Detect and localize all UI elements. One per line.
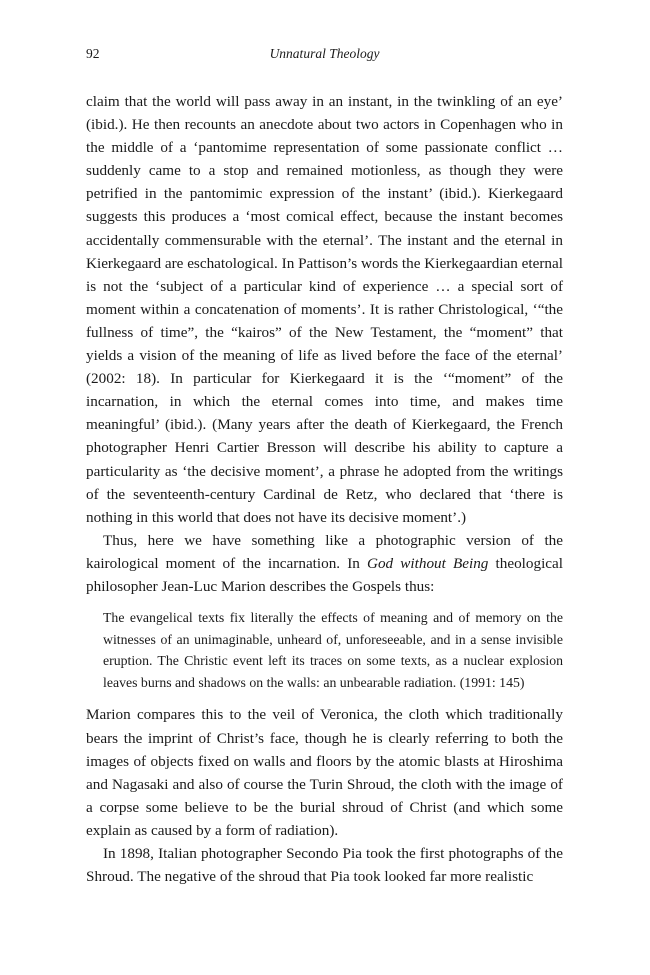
running-head <box>86 44 563 64</box>
block-quote-text: The evangelical texts fix literally the effects of meaning and of memory on the witnesses of an unimaginable, unheard of, unforeseeable, and in a sense invisible eruption. The Christic event left its traces on some texts, as a nuclear explosion leaves burns and shadows on the walls: an unbearable radiation. (1991: 145) <box>103 610 563 690</box>
body-text <box>86 90 563 888</box>
paragraph-2 <box>86 529 563 598</box>
page-number: 92 <box>86 46 100 61</box>
block-quote <box>103 607 563 693</box>
paragraph-1: claim that the world will pass away in an instant, in the twinkling of an eye’ (ibid.). He then recounts an anecdote about two actors in Copenhagen who in the middle of a ‘pantomime representation of some passionate conflict … suddenly came to a stop and remained motionless, as though they were petrified in the pantomimic expression of the instant’ (ibid.). Kierkegaard suggests this produces a ‘most comical effect, because the instant becomes accidentally commensurable with the eternal’. The instant and the eternal in Kierkegaard are eschatological. In Pattison’s words the Kierkegaardian eternal is not the ‘subject of a particular kind of experience … a special sort of moment within a concatenation of moments’. It is rather Christological, ‘“the fullness of time”, the “kairos” of the New Testament, the “moment” that yields a vision of the meaning of life as lived before the face of the eternal’ (2002: 18). In particular for Kierkegaard it is the ‘“moment” of the incarnation, in which the eternal comes into time, and makes time meaningful’ (ibid.). (Many years after the death of Kierkegaard, the French photographer Henri Cartier Bresson will describe his ability to capture a particularity as ‘the decisive moment’, a phrase he adopted from the writings of the seventeenth-century Cardinal de Retz, who declared that ‘there is nothing in this world that does not have its decisive moment’.) <box>86 93 563 526</box>
paragraph-3: Marion compares this to the veil of Veronica, the cloth which traditionally bears the imprint of Christ’s face, though he is clearly referring to both the images of objects fixed on walls and floors by the atomic blasts at Hiroshima and Nagasaki and also of course the Turin Shroud, the cloth with the image of a corpse some believe to be the burial shroud of Christ (and which some explain as caused by a form of radiation). <box>86 706 563 839</box>
paragraph-4: In 1898, Italian photographer Secondo Pia took the first photographs of the Shroud. The negative of the shroud that Pia took looked far more realistic <box>86 845 563 886</box>
book-page <box>86 44 563 888</box>
paragraph-2-text-end: theological philosopher Jean-Luc Marion describes the Gospels thus: <box>86 554 563 595</box>
book-title-reference: God without Being <box>367 554 489 572</box>
book-title: Unnatural Theology <box>269 46 380 61</box>
paragraph-2-text-start: Thus, here we have something like a photographic version of the kairological moment of the incarnation. In <box>86 531 563 572</box>
